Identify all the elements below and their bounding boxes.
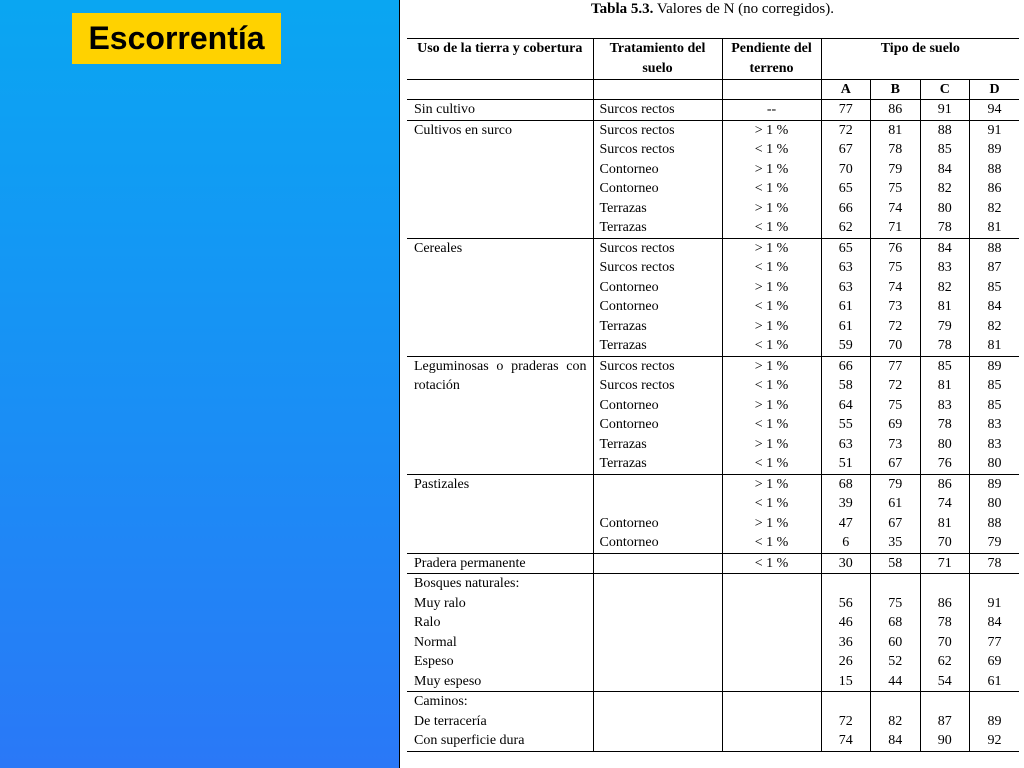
value-cell: 78 (920, 613, 970, 633)
value-cell: 89 (970, 712, 1020, 732)
value-cell: 52 (871, 652, 921, 672)
treatment-cell: Contorneo (593, 160, 722, 180)
table-row (407, 474, 1019, 494)
value-cell: 81 (871, 120, 921, 140)
value-cell: 74 (871, 278, 921, 298)
value-cell: 72 (821, 120, 871, 140)
table-row (407, 100, 1019, 121)
treatment-cell (593, 712, 722, 732)
table-caption (400, 1, 1024, 18)
treatment-cell: Contorneo (593, 278, 722, 298)
treatment-cell: Contorneo (593, 415, 722, 435)
value-cell: 79 (871, 160, 921, 180)
soil-class-b: B (871, 80, 921, 100)
table-row (407, 652, 1019, 672)
value-cell: 64 (821, 396, 871, 416)
slope-cell: < 1 % (722, 258, 821, 278)
treatment-cell: Surcos rectos (593, 238, 722, 258)
treatment-cell: Terrazas (593, 317, 722, 337)
value-cell: 79 (970, 533, 1020, 553)
slope-cell: < 1 % (722, 179, 821, 199)
runoff-table (407, 38, 1019, 752)
slope-cell: > 1 % (722, 514, 821, 534)
value-cell: 82 (970, 199, 1020, 219)
treatment-cell: Contorneo (593, 179, 722, 199)
table-row (407, 692, 1019, 712)
value-cell: 76 (871, 238, 921, 258)
value-cell: 78 (920, 415, 970, 435)
value-cell: 88 (970, 160, 1020, 180)
table-row (407, 574, 1019, 594)
treatment-cell (593, 633, 722, 653)
slope-cell: > 1 % (722, 356, 821, 376)
value-cell: 81 (920, 376, 970, 396)
value-cell: 30 (821, 553, 871, 574)
slope-cell: > 1 % (722, 120, 821, 140)
treatment-cell: Contorneo (593, 514, 722, 534)
land-use-cell: De terracería (414, 713, 487, 729)
treatment-cell (593, 652, 722, 672)
soil-class-d: D (970, 80, 1020, 100)
land-use-cell: Normal (414, 634, 457, 650)
value-cell: 77 (871, 356, 921, 376)
value-cell: 58 (821, 376, 871, 396)
soil-class-a: A (821, 80, 871, 100)
value-cell: 84 (970, 297, 1020, 317)
value-cell: 90 (920, 731, 970, 751)
slope-cell (722, 633, 821, 653)
value-cell: 86 (920, 594, 970, 614)
value-cell: 44 (871, 672, 921, 692)
treatment-cell: Terrazas (593, 218, 722, 238)
treatment-cell: Contorneo (593, 533, 722, 553)
treatment-cell: Surcos rectos (593, 140, 722, 160)
slope-cell: < 1 % (722, 376, 821, 396)
value-cell: 67 (871, 454, 921, 474)
slope-cell: < 1 % (722, 533, 821, 553)
land-use-cell: Muy ralo (414, 595, 466, 611)
value-cell: 73 (871, 297, 921, 317)
land-use-cell: Con superficie dura (407, 731, 593, 751)
slope-cell: < 1 % (722, 454, 821, 474)
value-cell: 71 (871, 218, 921, 238)
value-cell: 68 (871, 613, 921, 633)
value-cell: 88 (920, 120, 970, 140)
treatment-cell: Terrazas (593, 199, 722, 219)
slope-cell: < 1 % (722, 553, 821, 574)
treatment-cell: Surcos rectos (593, 120, 722, 140)
value-cell: 78 (920, 336, 970, 356)
table-row (407, 238, 1019, 258)
value-cell: 72 (871, 317, 921, 337)
value-cell: 60 (871, 633, 921, 653)
treatment-cell: Surcos rectos (593, 376, 722, 396)
value-cell: 71 (920, 553, 970, 574)
treatment-cell: Terrazas (593, 336, 722, 356)
land-use-cell: Ralo (414, 615, 441, 630)
slope-cell: < 1 % (722, 336, 821, 356)
value-cell: 81 (920, 297, 970, 317)
slope-cell (722, 574, 821, 594)
value-cell: 65 (821, 238, 871, 258)
value-cell: 70 (920, 633, 970, 653)
land-use-cell: Bosques naturales: (407, 574, 593, 594)
table-row (407, 672, 1019, 692)
row-group (407, 356, 1019, 474)
value-cell: 70 (920, 533, 970, 553)
value-cell (821, 692, 871, 712)
land-use-cell: Leguminosas o praderas con rotación (407, 356, 593, 474)
slope-cell (722, 731, 821, 751)
header-slope: Pendiente del terreno (722, 39, 821, 80)
land-use-cell: Muy espeso (414, 673, 482, 689)
value-cell: 73 (871, 435, 921, 455)
value-cell: 80 (970, 494, 1020, 514)
value-cell: 63 (821, 258, 871, 278)
value-cell: 81 (970, 218, 1020, 238)
value-cell: 70 (871, 336, 921, 356)
value-cell: 75 (871, 396, 921, 416)
value-cell: 67 (871, 514, 921, 534)
value-cell: 91 (970, 594, 1020, 614)
value-cell: 85 (970, 278, 1020, 298)
table-row (407, 633, 1019, 653)
document-page (399, 0, 1024, 768)
treatment-cell: Terrazas (593, 435, 722, 455)
value-cell: 61 (871, 494, 921, 514)
value-cell: 91 (920, 100, 970, 121)
value-cell: 81 (970, 336, 1020, 356)
value-cell: 66 (821, 199, 871, 219)
table-row (407, 356, 1019, 376)
header-treatment: Tratamiento del suelo (593, 39, 722, 80)
slope-cell: > 1 % (722, 396, 821, 416)
value-cell: 89 (970, 140, 1020, 160)
treatment-cell: Contorneo (593, 297, 722, 317)
value-cell: 86 (970, 179, 1020, 199)
value-cell: 81 (920, 514, 970, 534)
value-cell: 83 (920, 396, 970, 416)
header-soil-type: Tipo de suelo (821, 39, 1019, 80)
value-cell: 89 (970, 474, 1020, 494)
value-cell: 35 (871, 533, 921, 553)
value-cell: 68 (821, 474, 871, 494)
value-cell: 65 (821, 179, 871, 199)
value-cell: 69 (871, 415, 921, 435)
value-cell: 85 (970, 376, 1020, 396)
value-cell: 87 (970, 258, 1020, 278)
value-cell: 85 (920, 140, 970, 160)
treatment-cell: Terrazas (593, 454, 722, 474)
value-cell: 83 (970, 415, 1020, 435)
land-use-cell: Pastizales (407, 474, 593, 553)
value-cell: 77 (970, 633, 1020, 653)
value-cell: 91 (970, 120, 1020, 140)
treatment-cell (593, 553, 722, 574)
row-group (407, 692, 1019, 752)
value-cell: 86 (871, 100, 921, 121)
value-cell: 85 (920, 356, 970, 376)
treatment-cell: Contorneo (593, 396, 722, 416)
value-cell: 72 (821, 712, 871, 732)
slope-cell: < 1 % (722, 218, 821, 238)
table-row (407, 553, 1019, 574)
treatment-cell: Surcos rectos (593, 258, 722, 278)
value-cell: 59 (821, 336, 871, 356)
value-cell: 92 (970, 731, 1020, 751)
value-cell: 88 (970, 514, 1020, 534)
treatment-cell (593, 692, 722, 712)
value-cell: 55 (821, 415, 871, 435)
value-cell (970, 692, 1020, 712)
value-cell: 69 (970, 652, 1020, 672)
slope-cell: < 1 % (722, 415, 821, 435)
row-group (407, 574, 1019, 692)
row-group (407, 100, 1019, 121)
value-cell: 61 (970, 672, 1020, 692)
value-cell: 6 (821, 533, 871, 553)
land-use-cell: Sin cultivo (407, 100, 593, 121)
value-cell: 78 (871, 140, 921, 160)
value-cell: 36 (821, 633, 871, 653)
slope-cell: > 1 % (722, 199, 821, 219)
value-cell (871, 574, 921, 594)
table-row (407, 712, 1019, 732)
row-group (407, 120, 1019, 238)
slope-cell: > 1 % (722, 238, 821, 258)
table-row (407, 613, 1019, 633)
value-cell: 78 (970, 553, 1020, 574)
value-cell: 76 (920, 454, 970, 474)
header-use: Uso de la tierra y cobertura (407, 39, 593, 80)
value-cell: 84 (871, 731, 921, 751)
treatment-cell (593, 613, 722, 633)
treatment-cell: Surcos rectos (593, 100, 722, 121)
slope-cell: < 1 % (722, 494, 821, 514)
caption-text: Valores de N (no corregidos). (656, 1, 834, 17)
value-cell: 80 (920, 435, 970, 455)
value-cell: 82 (920, 179, 970, 199)
table-row (407, 594, 1019, 614)
land-use-cell: Cultivos en surco (407, 120, 593, 238)
treatment-cell (593, 474, 722, 494)
value-cell: 79 (920, 317, 970, 337)
value-cell: 83 (920, 258, 970, 278)
slope-cell: -- (722, 100, 821, 121)
value-cell: 88 (970, 238, 1020, 258)
value-cell: 80 (920, 199, 970, 219)
value-cell: 75 (871, 258, 921, 278)
value-cell: 87 (920, 712, 970, 732)
slope-cell (722, 672, 821, 692)
value-cell: 66 (821, 356, 871, 376)
value-cell: 84 (970, 613, 1020, 633)
slope-cell (722, 712, 821, 732)
slope-cell (722, 692, 821, 712)
value-cell: 84 (920, 238, 970, 258)
value-cell: 74 (920, 494, 970, 514)
slide-title: Escorrentía (72, 13, 281, 64)
value-cell: 75 (871, 179, 921, 199)
slope-cell: > 1 % (722, 474, 821, 494)
value-cell (871, 692, 921, 712)
land-use-cell: Caminos: (407, 692, 593, 712)
value-cell (970, 574, 1020, 594)
value-cell: 61 (821, 317, 871, 337)
slope-cell: > 1 % (722, 160, 821, 180)
value-cell: 63 (821, 435, 871, 455)
value-cell (920, 574, 970, 594)
value-cell: 51 (821, 454, 871, 474)
value-cell: 58 (871, 553, 921, 574)
value-cell: 82 (970, 317, 1020, 337)
caption-label: Tabla 5.3. (591, 1, 654, 17)
table-row (407, 120, 1019, 140)
slope-cell (722, 594, 821, 614)
treatment-cell: Surcos rectos (593, 356, 722, 376)
value-cell: 54 (920, 672, 970, 692)
treatment-cell (593, 494, 722, 514)
value-cell: 74 (821, 731, 871, 751)
value-cell: 63 (821, 278, 871, 298)
land-use-cell: Pradera permanente (407, 553, 593, 574)
value-cell: 79 (871, 474, 921, 494)
slope-cell (722, 613, 821, 633)
row-group (407, 553, 1019, 574)
value-cell: 61 (821, 297, 871, 317)
value-cell: 72 (871, 376, 921, 396)
value-cell: 94 (970, 100, 1020, 121)
land-use-cell: Cereales (407, 238, 593, 356)
value-cell: 56 (821, 594, 871, 614)
value-cell: 46 (821, 613, 871, 633)
value-cell: 74 (871, 199, 921, 219)
row-group (407, 474, 1019, 553)
slope-cell: > 1 % (722, 317, 821, 337)
value-cell: 75 (871, 594, 921, 614)
row-group (407, 238, 1019, 356)
table-row (407, 731, 1019, 751)
value-cell: 39 (821, 494, 871, 514)
value-cell: 62 (821, 218, 871, 238)
value-cell: 84 (920, 160, 970, 180)
value-cell (821, 574, 871, 594)
treatment-cell (593, 672, 722, 692)
value-cell: 70 (821, 160, 871, 180)
value-cell: 82 (871, 712, 921, 732)
slope-cell (722, 652, 821, 672)
value-cell: 77 (821, 100, 871, 121)
value-cell: 85 (970, 396, 1020, 416)
soil-class-c: C (920, 80, 970, 100)
land-use-cell: Espeso (414, 654, 454, 669)
value-cell: 80 (970, 454, 1020, 474)
treatment-cell (593, 594, 722, 614)
value-cell: 89 (970, 356, 1020, 376)
value-cell: 82 (920, 278, 970, 298)
value-cell: 78 (920, 218, 970, 238)
treatment-cell (593, 574, 722, 594)
treatment-cell (593, 731, 722, 751)
value-cell: 62 (920, 652, 970, 672)
value-cell (920, 692, 970, 712)
value-cell: 83 (970, 435, 1020, 455)
slope-cell: < 1 % (722, 297, 821, 317)
value-cell: 86 (920, 474, 970, 494)
slope-cell: > 1 % (722, 278, 821, 298)
value-cell: 26 (821, 652, 871, 672)
value-cell: 47 (821, 514, 871, 534)
value-cell: 67 (821, 140, 871, 160)
slope-cell: > 1 % (722, 435, 821, 455)
value-cell: 15 (821, 672, 871, 692)
slope-cell: < 1 % (722, 140, 821, 160)
